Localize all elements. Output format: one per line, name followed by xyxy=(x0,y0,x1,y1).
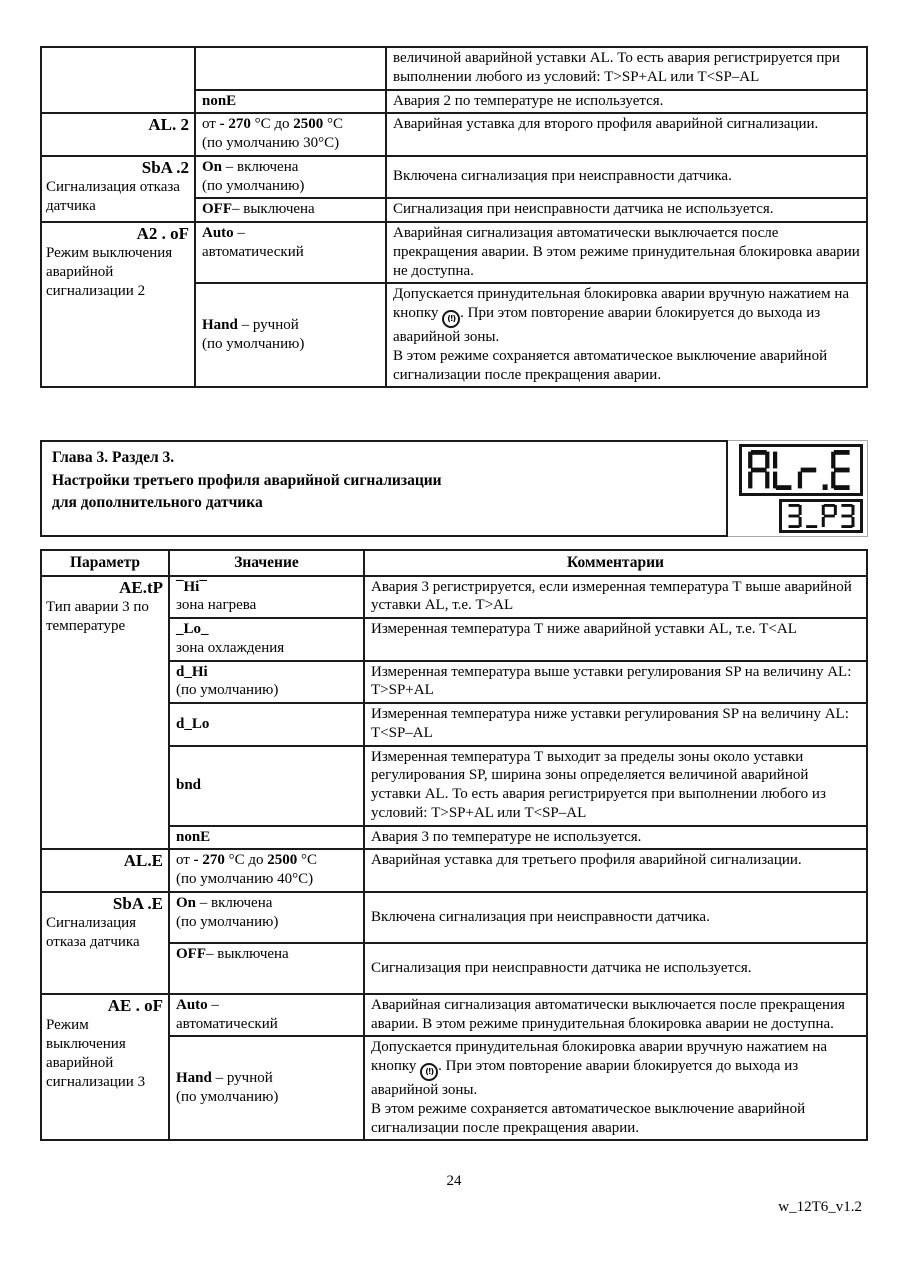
chapter-line: Глава 3. Раздел 3. xyxy=(52,449,175,467)
table-row xyxy=(41,849,867,892)
param-name: SbA .2 xyxy=(141,157,189,177)
param-cell xyxy=(41,892,169,994)
param-cell xyxy=(41,849,169,892)
table-row xyxy=(41,156,867,199)
param-description: Режим выключения аварийной сигнализации 2 xyxy=(46,245,173,299)
value-cell: OFF– выключена xyxy=(195,198,386,222)
comment-cell: Включена сигнализация при неисправности датчика. xyxy=(386,156,867,199)
comment-cell: Сигнализация при неисправности датчика не используется. xyxy=(386,198,867,222)
comment-cell: Допускается принудительная блокировка аварии вручную нажатием на кнопку (!) . При этом повторение аварии блокируется до выхода из аварийной зоны. В этом режиме сохраняется автоматическое выключение аварийной сигнализации после прекращения аварии. xyxy=(386,283,867,387)
value-cell: Auto – автоматический xyxy=(195,222,386,283)
value-cell: On – включена (по умолчанию) xyxy=(169,892,364,943)
comment-cell: Измеренная температура Т выходит за пределы зоны около уставки регулирования SP, ширина зоны определяется величиной аварийной уставки AL. То есть авария регистрируется при выполнении любого из условий: T>SP+AL или T<SP–AL xyxy=(364,746,867,826)
comment-cell: Измеренная температура выше уставки регулирования SP на величину AL: T>SP+AL xyxy=(364,661,867,704)
value-cell: OFF– выключена xyxy=(169,943,364,994)
param-cell xyxy=(41,156,195,222)
param-name: A2 . oF xyxy=(136,224,189,243)
comment-cell: величиной аварийной уставки AL. То есть авария регистрируется при выполнении любого из условий: T>SP+AL или T<SP–AL xyxy=(386,47,867,90)
alarm-button-icon: (!) xyxy=(442,310,460,328)
param-cell xyxy=(41,576,169,850)
param-name: SbA .E xyxy=(112,893,163,913)
value-cell: bnd xyxy=(169,746,364,826)
value-cell: ¯Hi¯ зона нагрева xyxy=(169,576,364,619)
alarm3-settings-table xyxy=(40,549,868,1141)
value-cell: nonE xyxy=(169,826,364,850)
value-cell: d_Lo xyxy=(169,703,364,746)
chapter-line: для дополнительного датчика xyxy=(52,494,263,512)
param-cell xyxy=(41,113,195,156)
param-description: Тип аварии 3 по температуре xyxy=(46,599,149,634)
param-name: AE.tP xyxy=(119,577,163,597)
comment-cell: Сигнализация при неисправности датчика не используется. xyxy=(364,943,867,994)
param-description: Режим выключения аварийной сигнализации 3 xyxy=(46,1017,146,1090)
table-row xyxy=(41,47,867,90)
chapter-heading xyxy=(40,440,728,537)
param-name: AE . oF xyxy=(107,995,163,1015)
comment-cell: Авария 2 по температуре не используется. xyxy=(386,90,867,114)
value-cell: от - 270 °С до 2500 °С (по умолчанию 30°С) xyxy=(195,113,386,156)
comment-cell: Измеренная температура Т ниже аварийной уставки AL, т.е. T<AL xyxy=(364,618,867,661)
value-cell: _Lo_ зона охлаждения xyxy=(169,618,364,661)
value-cell: d_Hi (по умолчанию) xyxy=(169,661,364,704)
param-name: AL. 2 xyxy=(148,115,189,135)
table-row xyxy=(41,994,867,1037)
param-cell xyxy=(41,994,169,1141)
comment-cell: Авария 3 по температуре не используется. xyxy=(364,826,867,850)
value-cell: от - 270 °С до 2500 °С (по умолчанию 40°С) xyxy=(169,849,364,892)
comment-cell: Допускается принудительная блокировка аварии вручную нажатием на кнопку (!) . При этом повторение аварии блокируется до выхода из аварийной зоны. В этом режиме сохраняется автоматическое выключение аварийной сигнализации после прекращения аварии. xyxy=(364,1036,867,1140)
chapter-line: Настройки третьего профиля аварийной сигнализации xyxy=(52,471,442,489)
table-row xyxy=(41,113,867,156)
lcd-display-main xyxy=(739,444,863,496)
lcd-display-sub xyxy=(779,499,863,533)
alarm-button-icon: (!) xyxy=(420,1063,438,1081)
table-row xyxy=(41,576,867,619)
doc-version: w_12T6_v1.2 xyxy=(778,1199,862,1216)
table-row xyxy=(41,892,867,943)
param-cell xyxy=(41,47,195,113)
value-cell: nonE xyxy=(195,90,386,114)
value-cell: On – включена (по умолчанию) xyxy=(195,156,386,199)
alarm2-settings-table xyxy=(40,46,868,388)
comment-cell: Аварийная сигнализация автоматически выключается после прекращения аварии. В этом режиме принудительная блокировка аварии не доступна. xyxy=(386,222,867,283)
comment-cell: Аварийная уставка для третьего профиля аварийной сигнализации. xyxy=(364,849,867,892)
value-cell: Hand – ручной (по умолчанию) xyxy=(195,283,386,387)
param-cell xyxy=(41,222,195,387)
comment-cell: Аварийная сигнализация автоматически выключается после прекращения аварии. В этом режиме принудительная блокировка аварии не доступна. xyxy=(364,994,867,1037)
value-cell: Auto – автоматический xyxy=(169,994,364,1037)
comment-cell: Измеренная температура ниже уставки регулирования SP на величину AL: T<SP–AL xyxy=(364,703,867,746)
param-description: Сигнализация отказа датчика xyxy=(46,179,180,214)
comment-cell: Аварийная уставка для второго профиля аварийной сигнализации. xyxy=(386,113,867,156)
column-header-param: Параметр xyxy=(41,550,169,575)
param-name: AL.E xyxy=(123,851,163,871)
page-number: 24 xyxy=(446,1173,462,1190)
param-description: Сигнализация отказа датчика xyxy=(46,915,140,951)
column-header-value: Значение xyxy=(169,550,364,575)
comment-cell: Включена сигнализация при неисправности датчика. xyxy=(364,892,867,943)
value-cell xyxy=(195,47,386,90)
value-cell: Hand – ручной (по умолчанию) xyxy=(169,1036,364,1140)
column-header-comment: Комментарии xyxy=(364,550,867,575)
lcd-indicator-area xyxy=(728,440,868,537)
table-row xyxy=(41,222,867,283)
chapter-heading-box xyxy=(40,440,868,537)
table-header-row xyxy=(41,550,867,575)
comment-cell: Авария 3 регистрируется, если измеренная температура Т выше аварийной уставки AL, т.е. T>AL xyxy=(364,576,867,619)
